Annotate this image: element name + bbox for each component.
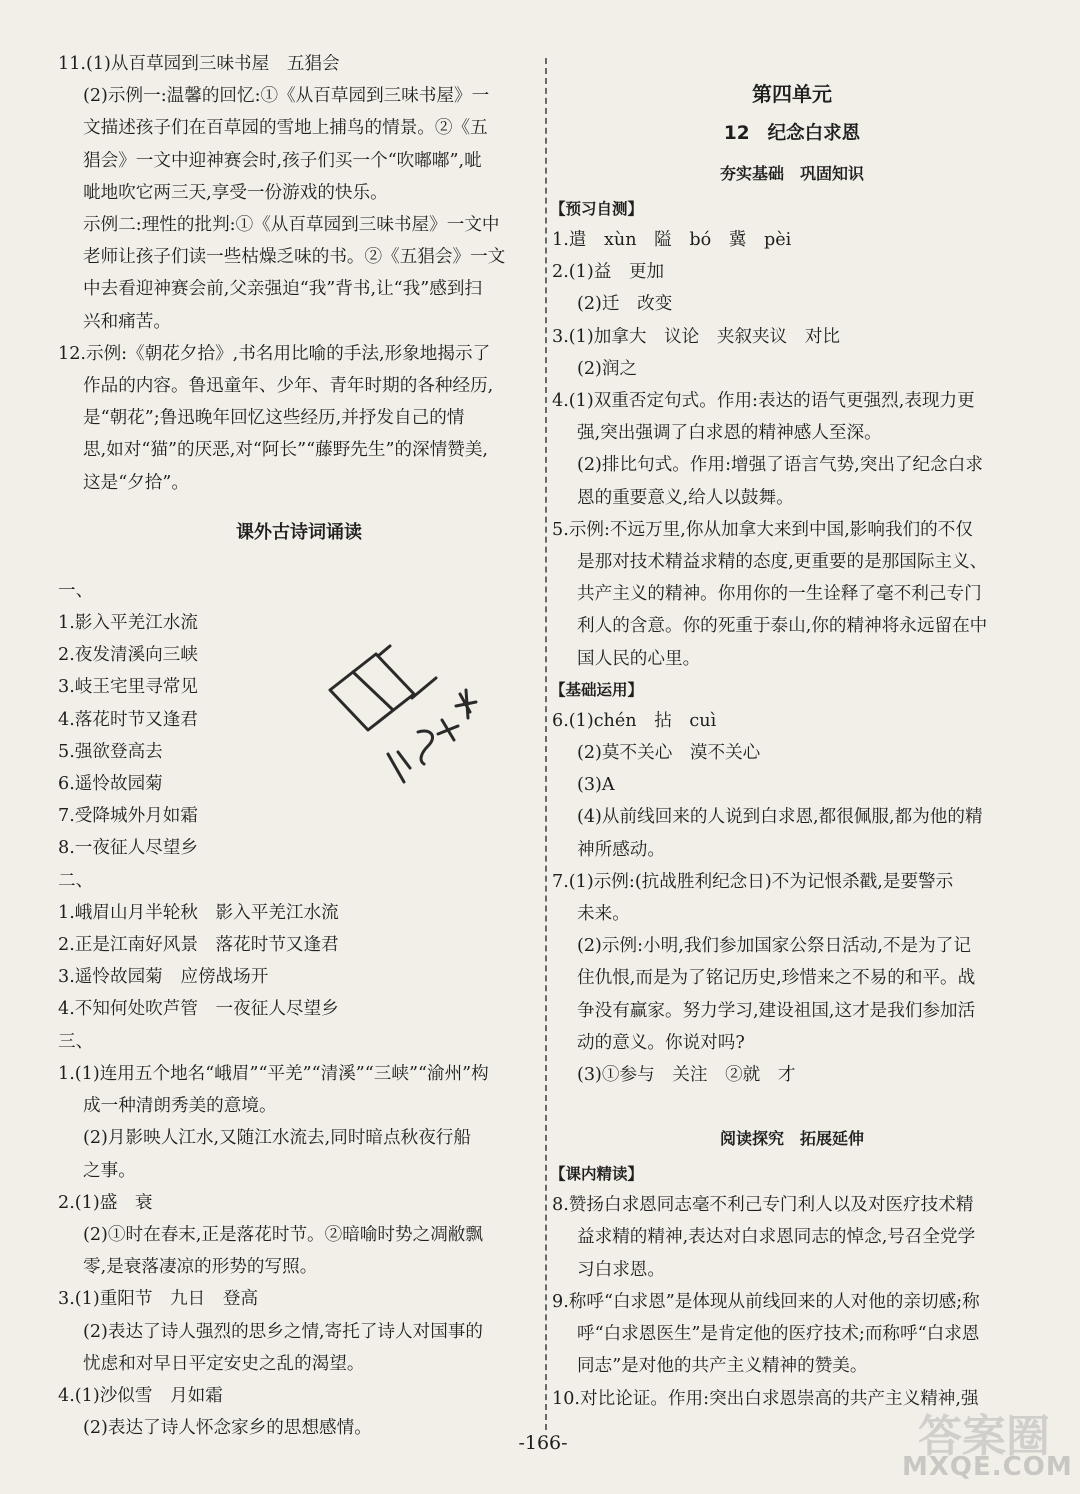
answer-line: 老师让孩子们读一些枯燥乏味的书。②《五猖会》一文 <box>83 247 506 268</box>
answer-line: 4.不知何处吹芦管 一夜征人尽望乡 <box>58 999 339 1020</box>
answer-line: 神所感动。 <box>577 839 665 860</box>
answer-line: 中去看迎神赛会前,父亲强迫“我”背书,让“我”感到扫 <box>83 279 483 300</box>
answer-line: 3.(1)重阳节 九日 登高 <box>58 1289 259 1310</box>
answer-line: 成一种清朗秀美的意境。 <box>83 1096 277 1117</box>
answer-line: 4.(1)双重否定句式。作用:表达的语气更强烈,表现力更 <box>552 391 975 412</box>
page-number: -166- <box>518 1432 568 1454</box>
answer-line: 益求精的精神,表达对白求恩同志的悼念,号召全党学 <box>577 1227 976 1248</box>
answer-line: (2)示例一:温馨的回忆:①《从百草园到三味书屋》一 <box>83 86 490 107</box>
answer-line: 8.一夜征人尽望乡 <box>58 838 198 859</box>
answer-line: 忧虑和对早日平定安史之乱的渴望。 <box>83 1353 365 1374</box>
answer-line: 作品的内容。鲁迅童年、少年、青年时期的各种经历, <box>83 376 494 397</box>
lesson-number: 12 <box>723 123 750 144</box>
answer-line: 3.(1)加拿大 议论 夹叙夹议 对比 <box>552 326 841 347</box>
answer-line: (3)A <box>577 775 615 796</box>
answer-line: 2.(1)益 更加 <box>552 262 665 283</box>
answer-line: 呼“白求恩医生”是肯定他的医疗技术;而称呼“白求恩 <box>577 1324 980 1345</box>
answer-line: (2)月影映人江水,又随江水流去,同时暗点秋夜行船 <box>83 1128 471 1149</box>
answer-line: 2.(1)盛 衰 <box>58 1192 153 1213</box>
handwritten-stamp <box>318 642 494 792</box>
answer-line: 争没有赢家。努力学习,建设祖国,这才是我们参加活 <box>577 1000 976 1021</box>
answer-line: 6.遥怜故园菊 <box>58 774 163 795</box>
answer-line: (2)表达了诗人强烈的思乡之情,寄托了诗人对国事的 <box>83 1321 483 1342</box>
answer-line: 一、 <box>58 580 94 601</box>
answer-line: 文描述孩子们在百草园的雪地上捕鸟的情景。②《五 <box>83 118 488 139</box>
section-heading: 阅读探究 拓展延伸 <box>719 1129 864 1149</box>
answer-line: 利人的含意。你的死重于泰山,你的精神将永远留在中 <box>577 616 988 637</box>
answer-line: 10.对比论证。作用:突出白求恩崇高的共产主义精神,强 <box>552 1388 979 1409</box>
answer-line: 7.受降城外月如霜 <box>58 806 198 827</box>
answer-line: 是那对技术精益求精的态度,更重要的是那国际主义、 <box>577 552 988 573</box>
watermark-cn: 答案圈 <box>918 1411 1050 1462</box>
answer-line: 二、 <box>58 870 94 891</box>
answer-line: 1.(1)连用五个地名“峨眉”“平羌”“清溪”“三峡”“渝州”构 <box>58 1063 489 1084</box>
answer-line: 1.遣 xùn 隘 bó 冀 pèi <box>552 230 792 250</box>
answer-line: (4)从前线回来的人说到白求恩,都很佩服,都为他的精 <box>577 807 983 828</box>
lesson-title: 纪念白求恩 <box>767 123 861 144</box>
section-heading: 第四单元 <box>752 82 832 106</box>
answer-line: 三、 <box>58 1031 94 1052</box>
answer-line: 11.(1)从百草园到三味书屋 五猖会 <box>58 54 340 74</box>
answer-line: 恩的重要意义,给人以鼓舞。 <box>577 487 794 508</box>
answer-line: (2)表达了诗人怀念家乡的思想感情。 <box>83 1418 372 1439</box>
answer-line: 之事。 <box>83 1160 136 1181</box>
section-tag: 【课内精读】 <box>550 1165 644 1184</box>
answer-line: 8.赞扬白求恩同志毫不利己专门利人以及对医疗技术精 <box>552 1195 974 1216</box>
answer-line: (2)①时在春末,正是落花时节。②暗喻时势之凋敝飘 <box>83 1224 483 1245</box>
answer-line: 示例二:理性的批判:①《从百草园到三味书屋》一文中 <box>83 215 500 236</box>
section-heading <box>552 114 1032 154</box>
answer-line: 零,是衰落凄凉的形势的写照。 <box>83 1257 318 1278</box>
answer-line: 6.(1)chén 拈 cuì <box>552 710 717 731</box>
answer-line: 5.示例:不远万里,你从加拿大来到中国,影响我们的不仅 <box>552 519 973 540</box>
answer-line: 共产主义的精神。你用你的一生诠释了毫不利己专门 <box>577 584 982 605</box>
answer-line: 2.夜发清溪向三峡 <box>58 645 198 666</box>
answer-line: (3)①参与 关注 ②就 才 <box>577 1065 796 1086</box>
watermark-url: MXQE.COM <box>902 1452 1073 1482</box>
answer-line: 习白求恩。 <box>577 1259 665 1280</box>
right-column <box>552 48 1032 1415</box>
answer-line: (2)示例:小明,我们参加国家公祭日活动,不是为了记 <box>577 936 971 957</box>
answer-line: 3.遥怜故园菊 应傍战场开 <box>58 967 269 988</box>
answer-line: 同志”是对他的共产主义精神的赞美。 <box>577 1356 868 1377</box>
answer-line: (2)排比句式。作用:增强了语言气势,突出了纪念白求 <box>577 455 983 476</box>
answer-line: 呲地吹它两三天,享受一份游戏的快乐。 <box>83 182 388 203</box>
answer-line: 住仇恨,而是为了铭记历史,珍惜来之不易的和平。战 <box>577 968 976 989</box>
answer-line: 1.峨眉山月半轮秋 影入平羌江水流 <box>58 902 339 923</box>
answer-line: 是“朝花”;鲁迅晚年回忆这些经历,并抒发自己的情 <box>83 408 465 429</box>
answer-line: (2)迁 改变 <box>577 294 673 315</box>
answer-line: 3.岐王宅里寻常见 <box>58 677 198 698</box>
answer-line: 这是“夕拾”。 <box>83 472 189 493</box>
answer-line: 思,如对“猫”的厌恶,对“阿长”“藤野先生”的深情赞美, <box>83 440 489 461</box>
answer-line: 12.示例:《朝花夕拾》,书名用比喻的手法,形象地揭示了 <box>58 343 491 364</box>
answer-line: 7.(1)示例:(抗战胜利纪念日)不为记恨杀戳,是要警示 <box>552 871 954 892</box>
answer-line: 强,突出强调了白求恩的精神感人至深。 <box>577 423 882 444</box>
answer-line: 国人民的心里。 <box>577 648 701 669</box>
answer-line: 未来。 <box>577 904 630 925</box>
answer-line: 猖会》一文中迎神赛会时,孩子们买一个“吹嘟嘟”,呲 <box>83 150 482 171</box>
answer-line: 9.称呼“白求恩”是体现从前线回来的人对他的亲切感;称 <box>552 1291 980 1312</box>
answer-line: 兴和痛苦。 <box>83 311 171 332</box>
section-heading: 课外古诗词诵读 <box>236 521 362 543</box>
section-tag: 【基础运用】 <box>550 680 644 699</box>
answer-line: 4.落花时节又逢君 <box>58 709 198 730</box>
answer-line: (2)莫不关心 漠不关心 <box>577 743 761 764</box>
answer-line: 动的意义。你说对吗? <box>577 1032 745 1053</box>
answer-line: 4.(1)沙似雪 月如霜 <box>58 1385 223 1406</box>
answer-line: 5.强欲登高去 <box>58 741 163 762</box>
answer-line: (2)润之 <box>577 358 638 379</box>
column-divider <box>545 58 547 1430</box>
spacer <box>552 1091 1032 1119</box>
answer-line: 1.影入平羌江水流 <box>58 613 198 634</box>
section-heading: 夯实基础 巩固知识 <box>719 164 864 183</box>
answer-line: 2.正是江南好风景 落花时节又逢君 <box>58 935 339 956</box>
section-tag: 【预习自测】 <box>550 200 644 218</box>
